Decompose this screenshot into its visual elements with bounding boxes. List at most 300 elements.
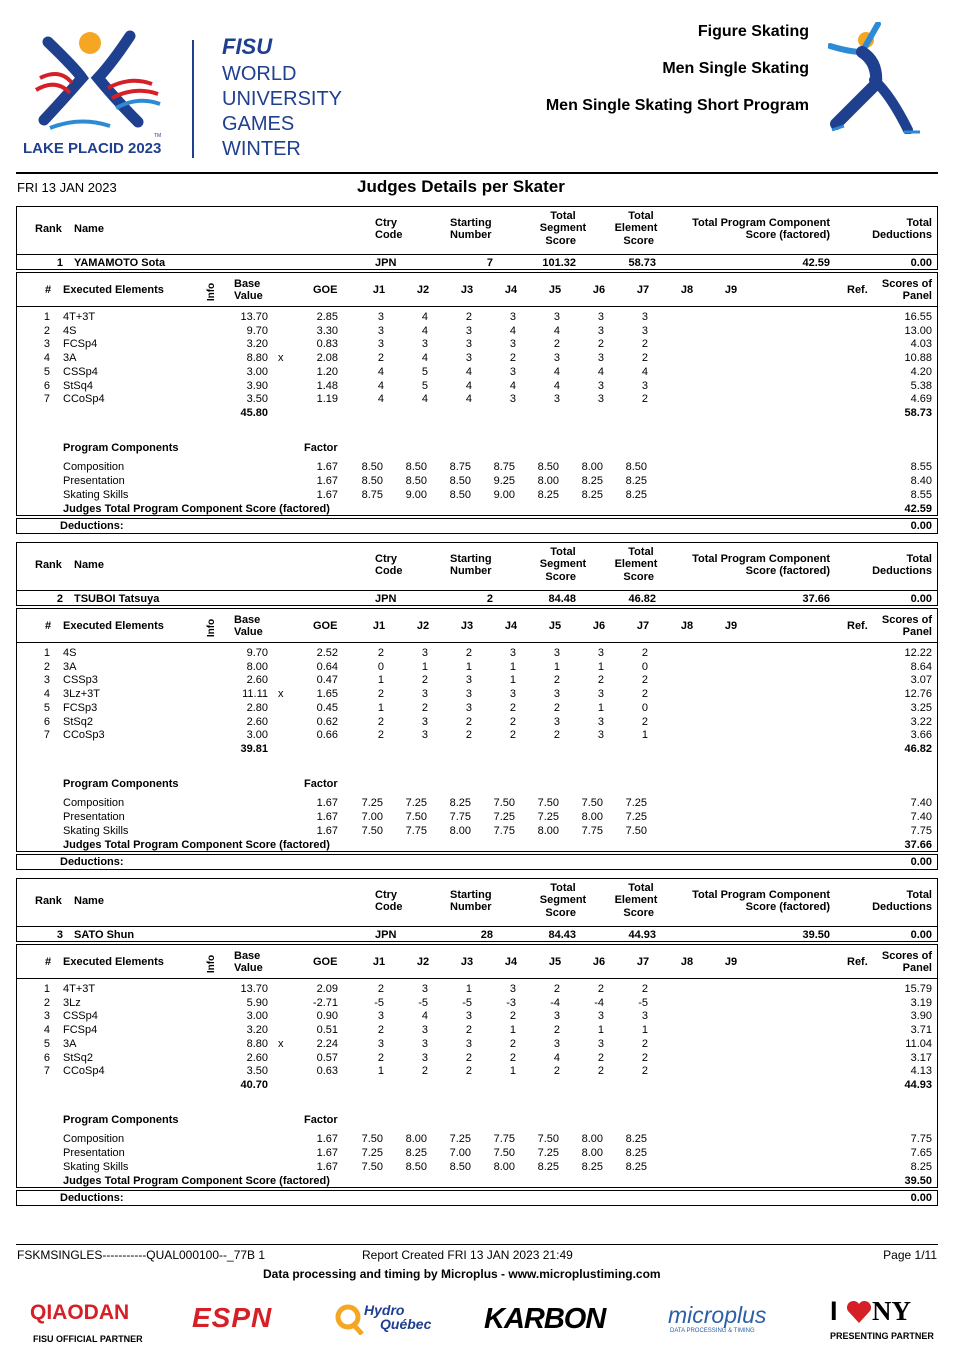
- sponsor-karbon: KARBON: [484, 1303, 606, 1335]
- tes-label-3: Score: [623, 907, 654, 919]
- info-header: Info: [206, 618, 217, 638]
- element-judge-score: 2: [641, 1065, 648, 1078]
- element-judge-score: 4: [377, 393, 384, 406]
- panel-header-2: Panel: [902, 626, 932, 638]
- element-code: FCSp4: [63, 1024, 98, 1037]
- element-code: CSSp3: [63, 674, 98, 687]
- category: Men Single Skating: [662, 60, 809, 77]
- element-goe: 3.30: [316, 324, 338, 337]
- element-bonus-mark: x: [278, 1037, 284, 1050]
- element-number: 2: [43, 660, 50, 673]
- pc-judge-score: 7.50: [537, 1133, 559, 1145]
- element-base-value: 8.00: [246, 660, 268, 673]
- element-judge-score: 2: [641, 647, 648, 659]
- pc-judge-score: 8.00: [449, 825, 471, 837]
- element-judge-score: 2: [509, 1010, 516, 1023]
- ref-header: Ref.: [847, 284, 868, 296]
- element-judge-score: 2: [597, 983, 604, 995]
- element-judge-score: 2: [509, 701, 516, 714]
- pc-judge-score: 7.25: [405, 797, 427, 809]
- report-created: Report Created FRI 13 JAN 2023 21:49: [362, 1248, 573, 1262]
- jtpc-value: 37.66: [904, 839, 932, 851]
- pc-judge-score: 8.75: [361, 489, 383, 501]
- pc-judge-score: 8.75: [449, 461, 471, 473]
- skater-rank: 1: [56, 257, 63, 269]
- element-judge-score: 3: [377, 1010, 384, 1023]
- element-judge-score: 4: [377, 379, 384, 392]
- element-goe: 0.45: [316, 701, 338, 714]
- judge-header: J5: [548, 956, 562, 968]
- element-base-value: 3.00: [246, 365, 268, 378]
- element-judge-score: 3: [553, 1037, 560, 1050]
- element-goe: 2.85: [316, 311, 338, 323]
- element-judge-score: 2: [377, 1024, 384, 1037]
- element-goe: 0.47: [316, 674, 338, 687]
- element-judge-score: 4: [553, 324, 560, 337]
- element-judge-score: 4: [641, 365, 648, 378]
- pc-judge-score: 8.25: [625, 489, 647, 501]
- element-judge-score: -5: [418, 996, 428, 1009]
- factor-header: Factor: [304, 1114, 338, 1126]
- judge-header: J2: [416, 956, 430, 968]
- element-judge-score: 3: [509, 365, 516, 378]
- judge-header: J5: [548, 620, 562, 632]
- element-goe: 1.19: [316, 393, 338, 406]
- pc-panel-score: 7.40: [910, 797, 932, 809]
- judge-header: J3: [460, 284, 474, 296]
- skater-tpc: 37.66: [802, 593, 830, 605]
- element-judge-score: 2: [597, 338, 604, 351]
- element-judge-score: -5: [462, 996, 472, 1009]
- element-judge-score: 3: [509, 983, 516, 995]
- num-header: #: [45, 956, 52, 968]
- element-judge-score: 1: [553, 660, 560, 673]
- element-judge-score: 4: [421, 393, 428, 406]
- element-judge-score: -4: [550, 996, 560, 1009]
- element-judge-score: 3: [509, 311, 516, 323]
- element-panel-score: 4.13: [910, 1065, 932, 1078]
- pc-judge-score: 7.25: [493, 811, 515, 823]
- tes-label-2: Element: [614, 558, 658, 570]
- tes-label-2: Element: [614, 222, 658, 234]
- sponsor-qiaodan: QIAODAN: [30, 1301, 130, 1324]
- ded-label-1: Total: [906, 553, 932, 565]
- pc-factor: 1.67: [316, 811, 338, 823]
- pc-judge-score: 8.00: [581, 1147, 603, 1159]
- ctry-label: Ctry: [375, 553, 398, 565]
- base-header-2: Value: [234, 626, 263, 638]
- base-header-1: Base: [234, 278, 261, 290]
- element-judge-score: 3: [553, 647, 560, 659]
- pc-panel-score: 8.25: [910, 1161, 932, 1173]
- element-judge-score: 3: [377, 1037, 384, 1050]
- pc-judge-score: 8.50: [625, 461, 647, 473]
- judge-header: J1: [372, 284, 386, 296]
- element-code: 4S: [63, 324, 77, 337]
- goe-header: GOE: [313, 284, 338, 296]
- pc-judge-score: 8.00: [537, 825, 559, 837]
- pc-name: Presentation: [63, 475, 125, 487]
- jtpc-value: 42.59: [904, 503, 932, 515]
- element-judge-score: 2: [597, 1065, 604, 1078]
- element-judge-score: 3: [421, 715, 428, 728]
- skater-tes: 58.73: [628, 257, 656, 269]
- pc-judge-score: 7.50: [625, 825, 647, 837]
- element-judge-score: 3: [509, 393, 516, 406]
- element-judge-score: 3: [509, 647, 516, 659]
- judge-header: J8: [680, 620, 694, 632]
- judge-header: J3: [460, 956, 474, 968]
- judge-header: J7: [636, 620, 650, 632]
- goe-header: GOE: [313, 956, 338, 968]
- tes-label-1: Total: [628, 210, 654, 222]
- element-judge-score: 1: [509, 1065, 516, 1078]
- element-judge-score: 4: [421, 1010, 428, 1023]
- pc-judge-score: 8.50: [405, 1161, 427, 1173]
- pc-judge-score: 8.25: [537, 489, 559, 501]
- element-judge-score: 2: [641, 393, 648, 406]
- element-judge-score: 2: [553, 338, 560, 351]
- pc-panel-score: 8.55: [910, 489, 932, 501]
- skater-tss: 84.43: [548, 929, 576, 941]
- element-judge-score: 4: [553, 1051, 560, 1064]
- panel-header-2: Panel: [902, 962, 932, 974]
- pc-judge-score: 8.00: [581, 811, 603, 823]
- element-judge-score: 3: [597, 1010, 604, 1023]
- num-header: #: [45, 620, 52, 632]
- deductions-label: Deductions:: [60, 520, 124, 532]
- jtpc-label: Judges Total Program Component Score (factored): [63, 503, 330, 515]
- element-base-value: 8.80: [246, 352, 268, 365]
- fisu-brand: FISU: [222, 34, 273, 59]
- pc-factor: 1.67: [316, 1147, 338, 1159]
- element-panel-score: 3.19: [910, 996, 932, 1009]
- ctry-label: Ctry: [375, 889, 398, 901]
- pc-factor: 1.67: [316, 461, 338, 473]
- event-line-3: GAMES: [222, 113, 295, 135]
- pc-judge-score: 7.50: [405, 811, 427, 823]
- element-judge-score: 4: [509, 379, 516, 392]
- element-judge-score: 3: [641, 379, 648, 392]
- element-code: 3A: [63, 660, 77, 673]
- element-judge-score: 5: [421, 365, 428, 378]
- element-panel-score: 13.00: [904, 324, 932, 337]
- element-panel-score: 3.07: [910, 674, 932, 687]
- element-goe: 0.90: [316, 1010, 338, 1023]
- element-panel-score: 15.79: [904, 983, 932, 995]
- tpc-label-2: Score (factored): [745, 565, 830, 577]
- element-judge-score: 3: [465, 324, 472, 337]
- element-judge-score: 1: [465, 983, 472, 995]
- skater-starting-number: 28: [480, 929, 493, 941]
- pc-name: Skating Skills: [63, 825, 129, 837]
- ctry-code-label: Code: [375, 565, 403, 577]
- pc-factor: 1.67: [316, 797, 338, 809]
- element-number: 4: [43, 1024, 50, 1037]
- logo-caption: LAKE PLACID 2023: [23, 140, 162, 157]
- element-judge-score: 2: [421, 1065, 428, 1078]
- element-judge-score: 3: [421, 647, 428, 659]
- element-number: 6: [43, 1051, 50, 1064]
- ctry-code-label: Code: [375, 229, 403, 241]
- judge-header: J4: [504, 284, 518, 296]
- element-judge-score: 4: [421, 324, 428, 337]
- element-goe: -2.71: [312, 996, 338, 1009]
- element-judge-score: 3: [421, 729, 428, 742]
- element-judge-score: 3: [465, 674, 472, 687]
- element-panel-score: 3.71: [910, 1024, 932, 1037]
- element-judge-score: 2: [553, 729, 560, 742]
- element-judge-score: 3: [597, 352, 604, 365]
- element-number: 3: [43, 338, 50, 351]
- tpc-label-1: Total Program Component: [692, 553, 830, 565]
- starting-label: Starting: [450, 889, 492, 901]
- pc-judge-score: 8.00: [581, 461, 603, 473]
- num-header: #: [45, 284, 52, 296]
- tss-label-3: Score: [545, 571, 576, 583]
- base-header-2: Value: [234, 290, 263, 302]
- pc-name: Composition: [63, 797, 125, 809]
- element-panel-score: 12.22: [904, 647, 932, 659]
- base-value-total: 40.70: [240, 1078, 268, 1091]
- pc-judge-score: 8.25: [625, 1133, 647, 1145]
- element-judge-score: 3: [421, 688, 428, 701]
- element-panel-score: 3.66: [910, 729, 932, 742]
- element-judge-score: 3: [597, 647, 604, 659]
- element-code: 3A: [63, 352, 77, 365]
- tpc-label-1: Total Program Component: [692, 217, 830, 229]
- element-number: 2: [43, 996, 50, 1009]
- element-number: 1: [43, 311, 50, 323]
- skater-name: SATO Shun: [74, 929, 135, 941]
- pc-judge-score: 7.50: [361, 825, 383, 837]
- element-base-value: 13.70: [240, 311, 268, 323]
- element-judge-score: 1: [509, 674, 516, 687]
- deductions-value: 0.00: [910, 520, 932, 532]
- element-code: 3Lz+3T: [63, 688, 100, 701]
- deductions-label: Deductions:: [60, 856, 124, 868]
- element-panel-score: 12.76: [904, 688, 932, 701]
- pc-name: Composition: [63, 461, 125, 473]
- pc-judge-score: 7.25: [449, 1133, 471, 1145]
- tes-label-3: Score: [623, 235, 654, 247]
- element-number: 3: [43, 1010, 50, 1023]
- element-judge-score: 2: [553, 674, 560, 687]
- element-judge-score: 3: [465, 352, 472, 365]
- element-judge-score: 3: [553, 715, 560, 728]
- judge-header: J6: [592, 284, 606, 296]
- discipline: Figure Skating: [697, 23, 809, 40]
- tm-mark: TM: [154, 133, 162, 139]
- element-score-total: 58.73: [904, 406, 932, 419]
- element-judge-score: 3: [597, 393, 604, 406]
- element-judge-score: 3: [597, 688, 604, 701]
- base-header-1: Base: [234, 614, 261, 626]
- element-judge-score: 1: [377, 674, 384, 687]
- tes-label-1: Total: [628, 546, 654, 558]
- sponsor-hydro: Hydro: [364, 1302, 405, 1318]
- element-judge-score: 2: [553, 701, 560, 714]
- element-number: 5: [43, 701, 50, 714]
- tss-label-2: Segment: [539, 558, 587, 570]
- element-judge-score: 3: [465, 1037, 472, 1050]
- pc-judge-score: 7.50: [493, 1147, 515, 1159]
- element-goe: 1.65: [316, 688, 338, 701]
- element-judge-score: 3: [465, 688, 472, 701]
- pc-name: Skating Skills: [63, 1161, 129, 1173]
- pc-panel-score: 7.75: [910, 825, 932, 837]
- element-goe: 0.51: [316, 1024, 338, 1037]
- element-base-value: 9.70: [246, 324, 268, 337]
- element-panel-score: 10.88: [904, 352, 932, 365]
- element-judge-score: 2: [377, 688, 384, 701]
- element-panel-score: 3.25: [910, 701, 932, 714]
- pc-name: Presentation: [63, 811, 125, 823]
- element-base-value: 2.60: [246, 1051, 268, 1064]
- element-judge-score: 3: [597, 324, 604, 337]
- panel-header-1: Scores of: [881, 614, 932, 626]
- element-code: 4T+3T: [63, 983, 96, 995]
- pc-factor: 1.67: [316, 825, 338, 837]
- tpc-label-1: Total Program Component: [692, 889, 830, 901]
- element-judge-score: 2: [377, 352, 384, 365]
- element-judge-score: 3: [641, 1010, 648, 1023]
- name-label: Name: [74, 559, 104, 571]
- element-number: 1: [43, 647, 50, 659]
- element-judge-score: 2: [509, 1037, 516, 1050]
- tss-label-3: Score: [545, 235, 576, 247]
- element-goe: 2.08: [316, 352, 338, 365]
- starting-number-label: Number: [450, 565, 492, 577]
- element-goe: 0.63: [316, 1065, 338, 1078]
- pc-judge-score: 8.50: [449, 475, 471, 487]
- skater-pictogram-icon: [828, 22, 933, 134]
- tss-label-3: Score: [545, 907, 576, 919]
- pc-judge-score: 7.50: [581, 797, 603, 809]
- element-code: 4S: [63, 647, 77, 659]
- pc-judge-score: 8.25: [625, 1161, 647, 1173]
- pc-judge-score: 7.00: [361, 811, 383, 823]
- pc-judge-score: 7.25: [625, 811, 647, 823]
- element-code: StSq2: [63, 1051, 93, 1064]
- element-judge-score: 3: [421, 1051, 428, 1064]
- judge-header: J2: [416, 620, 430, 632]
- element-judge-score: 2: [553, 1065, 560, 1078]
- element-judge-score: 2: [509, 1051, 516, 1064]
- element-number: 7: [43, 1065, 50, 1078]
- element-judge-score: 2: [641, 983, 648, 995]
- element-judge-score: 1: [509, 660, 516, 673]
- tss-label-1: Total: [550, 882, 576, 894]
- element-base-value: 13.70: [240, 983, 268, 995]
- ded-label-1: Total: [906, 217, 932, 229]
- element-judge-score: 2: [465, 729, 472, 742]
- element-judge-score: 3: [465, 701, 472, 714]
- pc-judge-score: 8.50: [405, 461, 427, 473]
- element-score-total: 44.93: [904, 1078, 932, 1091]
- starting-label: Starting: [450, 553, 492, 565]
- element-number: 6: [43, 715, 50, 728]
- element-judge-score: 2: [641, 715, 648, 728]
- element-panel-score: 4.20: [910, 365, 932, 378]
- element-judge-score: 3: [597, 311, 604, 323]
- ded-label-2: Deductions: [872, 901, 932, 913]
- info-header: Info: [206, 282, 217, 302]
- sponsor-iny-ny: NY: [872, 1296, 911, 1326]
- page-title: Judges Details per Skater: [357, 177, 565, 196]
- ded-label-2: Deductions: [872, 565, 932, 577]
- ctry-label: Ctry: [375, 217, 398, 229]
- skater-deductions: 0.00: [910, 257, 932, 269]
- pc-judge-score: 7.50: [361, 1133, 383, 1145]
- hydro-q-icon: [334, 1303, 364, 1335]
- element-judge-score: 1: [597, 1024, 604, 1037]
- judge-header: J6: [592, 956, 606, 968]
- element-judge-score: 5: [421, 379, 428, 392]
- element-judge-score: 3: [641, 324, 648, 337]
- skater-deductions: 0.00: [910, 929, 932, 941]
- base-header-1: Base: [234, 950, 261, 962]
- pc-judge-score: 8.50: [537, 461, 559, 473]
- skater-rank: 3: [56, 929, 63, 941]
- element-judge-score: 3: [421, 1024, 428, 1037]
- judge-header: J1: [372, 956, 386, 968]
- element-judge-score: 0: [377, 660, 384, 673]
- pc-judge-score: 8.25: [537, 1161, 559, 1173]
- pc-judge-score: 9.00: [405, 489, 427, 501]
- element-base-value: 3.50: [246, 1065, 268, 1078]
- element-judge-score: 2: [509, 352, 516, 365]
- element-code: StSq4: [63, 379, 93, 392]
- segment: Men Single Skating Short Program: [545, 97, 809, 114]
- pc-judge-score: 8.00: [405, 1133, 427, 1145]
- element-base-value: 3.90: [246, 379, 268, 392]
- pc-name: Skating Skills: [63, 489, 129, 501]
- element-judge-score: 3: [553, 352, 560, 365]
- element-base-value: 9.70: [246, 647, 268, 659]
- element-panel-score: 4.03: [910, 338, 932, 351]
- element-judge-score: 2: [641, 1051, 648, 1064]
- judge-header: J9: [724, 284, 738, 296]
- pc-judge-score: 8.25: [581, 1161, 603, 1173]
- sponsor-qiaodan-caption: FISU OFFICIAL PARTNER: [33, 1334, 143, 1344]
- skater-tpc: 42.59: [802, 257, 830, 269]
- rank-label: Rank: [35, 223, 62, 235]
- element-panel-score: 3.17: [910, 1051, 932, 1064]
- base-header-2: Value: [234, 962, 263, 974]
- element-judge-score: 3: [377, 324, 384, 337]
- element-judge-score: 2: [465, 311, 472, 323]
- element-goe: 2.09: [316, 983, 338, 995]
- name-label: Name: [74, 895, 104, 907]
- skater-starting-number: 7: [486, 257, 493, 269]
- element-judge-score: 2: [553, 983, 560, 995]
- element-number: 7: [43, 729, 50, 742]
- element-panel-score: 11.04: [905, 1037, 932, 1050]
- ref-header: Ref.: [847, 620, 868, 632]
- element-judge-score: 4: [421, 311, 428, 323]
- skater-country: JPN: [375, 593, 397, 605]
- pc-judge-score: 9.00: [493, 489, 515, 501]
- deductions-label: Deductions:: [60, 1192, 124, 1204]
- element-panel-score: 3.90: [910, 1010, 932, 1023]
- pc-judge-score: 8.00: [493, 1161, 515, 1173]
- element-judge-score: 4: [553, 365, 560, 378]
- judge-header: J2: [416, 284, 430, 296]
- tes-label-1: Total: [628, 882, 654, 894]
- pc-factor: 1.67: [316, 489, 338, 501]
- pc-name: Composition: [63, 1133, 125, 1145]
